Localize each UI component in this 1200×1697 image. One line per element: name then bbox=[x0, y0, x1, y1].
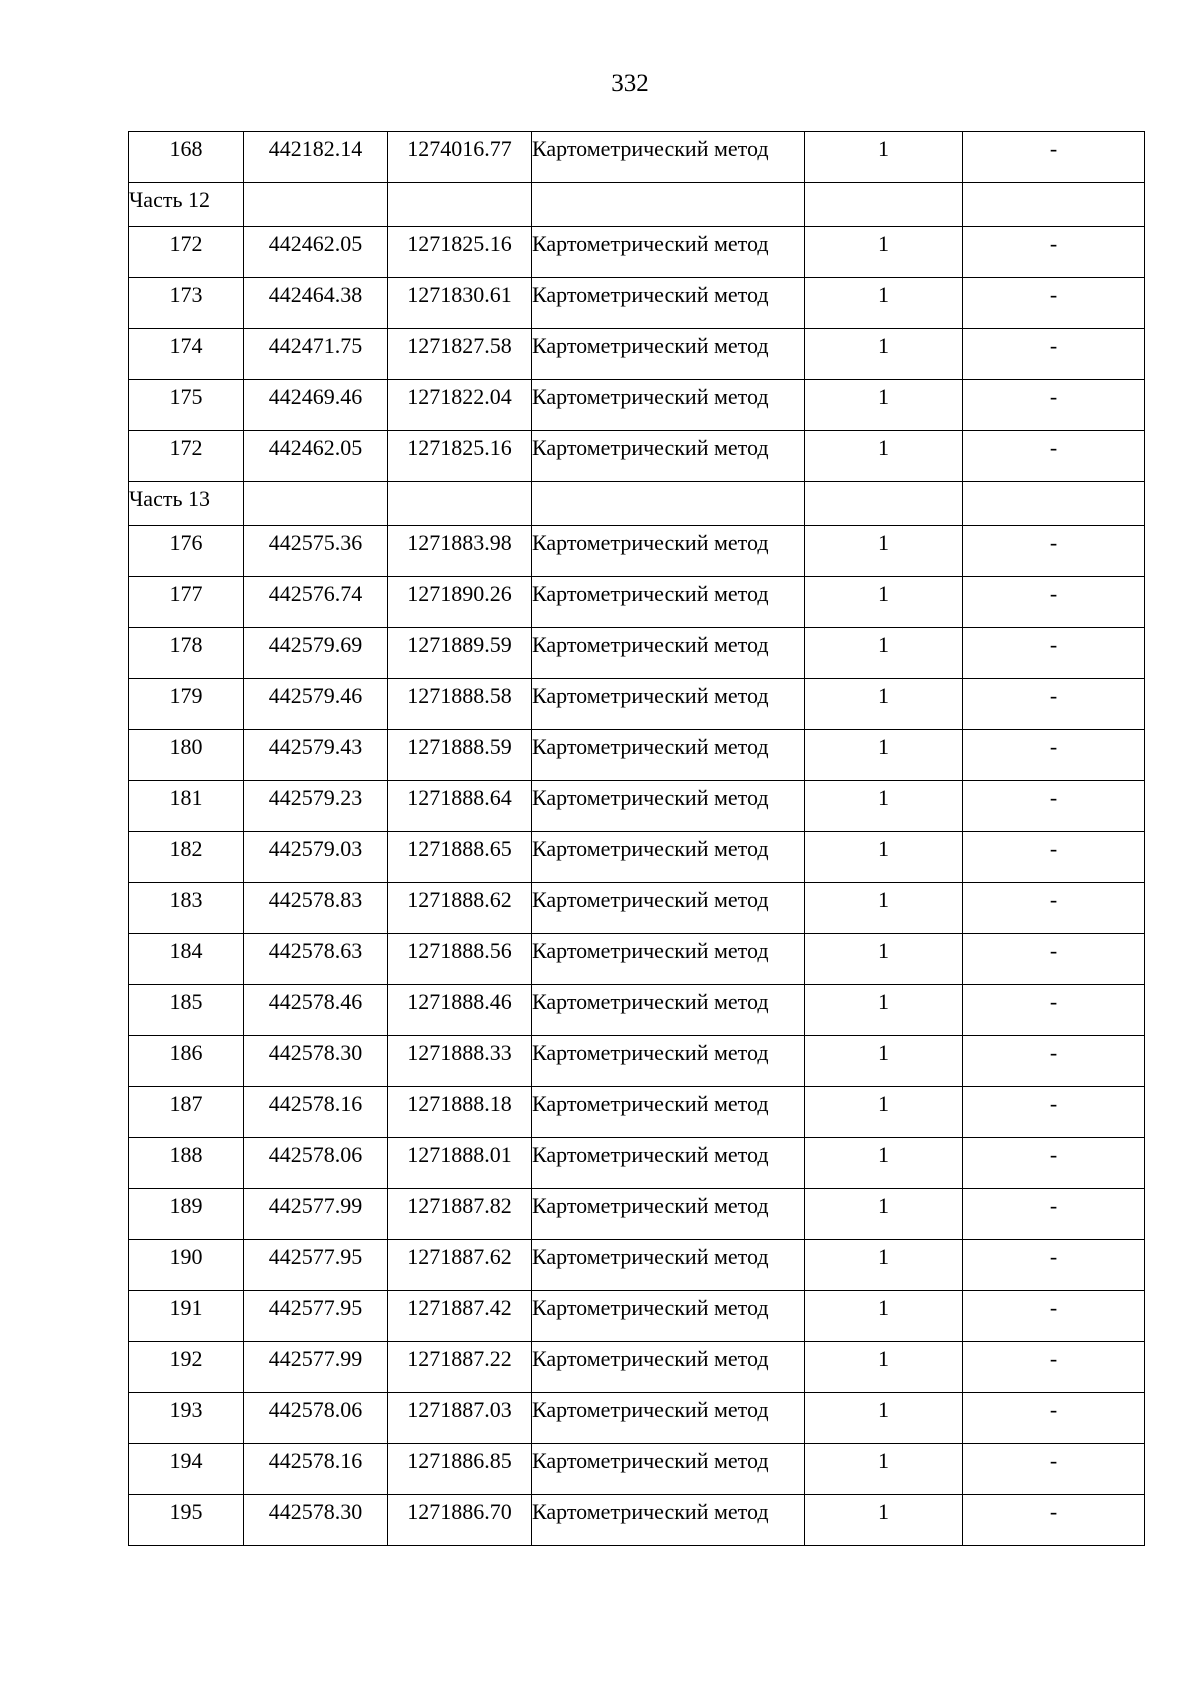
table-row bbox=[129, 1495, 1145, 1546]
coordinate-y: 1271888.65 bbox=[388, 832, 532, 883]
coordinate-y: 1271830.61 bbox=[388, 278, 532, 329]
accuracy-cell: 1 bbox=[805, 985, 963, 1036]
coordinate-x: 442578.06 bbox=[244, 1138, 388, 1189]
accuracy-cell: 1 bbox=[805, 132, 963, 183]
note-cell: - bbox=[963, 1240, 1145, 1291]
method-cell: Картометрический метод bbox=[532, 883, 805, 934]
note-cell: - bbox=[963, 1087, 1145, 1138]
point-number: 177 bbox=[129, 577, 244, 628]
accuracy-cell: 1 bbox=[805, 1495, 963, 1546]
accuracy-cell: 1 bbox=[805, 526, 963, 577]
empty-cell bbox=[532, 482, 805, 526]
table-row bbox=[129, 1036, 1145, 1087]
coordinate-y: 1271888.59 bbox=[388, 730, 532, 781]
coordinate-y: 1271888.01 bbox=[388, 1138, 532, 1189]
coordinate-x: 442578.30 bbox=[244, 1036, 388, 1087]
point-number: 168 bbox=[129, 132, 244, 183]
coordinate-x: 442462.05 bbox=[244, 431, 388, 482]
accuracy-cell: 1 bbox=[805, 1393, 963, 1444]
coordinate-x: 442578.16 bbox=[244, 1087, 388, 1138]
table-row bbox=[129, 934, 1145, 985]
method-cell: Картометрический метод bbox=[532, 227, 805, 278]
note-cell: - bbox=[963, 628, 1145, 679]
accuracy-cell: 1 bbox=[805, 832, 963, 883]
part-header-row bbox=[129, 482, 1145, 526]
method-cell: Картометрический метод bbox=[532, 1291, 805, 1342]
coordinate-y: 1274016.77 bbox=[388, 132, 532, 183]
method-cell: Картометрический метод bbox=[532, 1342, 805, 1393]
method-cell: Картометрический метод bbox=[532, 1444, 805, 1495]
table-row bbox=[129, 1291, 1145, 1342]
empty-cell bbox=[244, 482, 388, 526]
coordinate-y: 1271883.98 bbox=[388, 526, 532, 577]
method-cell: Картометрический метод bbox=[532, 985, 805, 1036]
table-row bbox=[129, 883, 1145, 934]
table-row bbox=[129, 577, 1145, 628]
coordinate-y: 1271822.04 bbox=[388, 380, 532, 431]
coordinate-x: 442579.43 bbox=[244, 730, 388, 781]
note-cell: - bbox=[963, 380, 1145, 431]
note-cell: - bbox=[963, 934, 1145, 985]
coordinate-y: 1271887.22 bbox=[388, 1342, 532, 1393]
method-cell: Картометрический метод bbox=[532, 577, 805, 628]
accuracy-cell: 1 bbox=[805, 1189, 963, 1240]
method-cell: Картометрический метод bbox=[532, 526, 805, 577]
accuracy-cell: 1 bbox=[805, 278, 963, 329]
point-number: 173 bbox=[129, 278, 244, 329]
table-row bbox=[129, 1240, 1145, 1291]
accuracy-cell: 1 bbox=[805, 883, 963, 934]
table-row bbox=[129, 1087, 1145, 1138]
point-number: 189 bbox=[129, 1189, 244, 1240]
table-row bbox=[129, 985, 1145, 1036]
coordinate-y: 1271888.62 bbox=[388, 883, 532, 934]
empty-cell bbox=[805, 482, 963, 526]
accuracy-cell: 1 bbox=[805, 1138, 963, 1189]
coordinate-y: 1271888.18 bbox=[388, 1087, 532, 1138]
method-cell: Картометрический метод bbox=[532, 1189, 805, 1240]
method-cell: Картометрический метод bbox=[532, 132, 805, 183]
note-cell: - bbox=[963, 1189, 1145, 1240]
coordinate-x: 442579.46 bbox=[244, 679, 388, 730]
note-cell: - bbox=[963, 431, 1145, 482]
point-number: 194 bbox=[129, 1444, 244, 1495]
point-number: 180 bbox=[129, 730, 244, 781]
accuracy-cell: 1 bbox=[805, 934, 963, 985]
empty-cell bbox=[532, 183, 805, 227]
accuracy-cell: 1 bbox=[805, 781, 963, 832]
coordinate-x: 442579.03 bbox=[244, 832, 388, 883]
coordinate-y: 1271888.64 bbox=[388, 781, 532, 832]
coordinate-x: 442579.23 bbox=[244, 781, 388, 832]
empty-cell bbox=[244, 183, 388, 227]
method-cell: Картометрический метод bbox=[532, 278, 805, 329]
coordinate-x: 442577.99 bbox=[244, 1189, 388, 1240]
method-cell: Картометрический метод bbox=[532, 730, 805, 781]
coordinate-x: 442471.75 bbox=[244, 329, 388, 380]
note-cell: - bbox=[963, 781, 1145, 832]
coordinate-y: 1271887.03 bbox=[388, 1393, 532, 1444]
note-cell: - bbox=[963, 985, 1145, 1036]
accuracy-cell: 1 bbox=[805, 730, 963, 781]
note-cell: - bbox=[963, 679, 1145, 730]
note-cell: - bbox=[963, 1138, 1145, 1189]
point-number: 188 bbox=[129, 1138, 244, 1189]
coordinate-x: 442578.63 bbox=[244, 934, 388, 985]
accuracy-cell: 1 bbox=[805, 329, 963, 380]
note-cell: - bbox=[963, 329, 1145, 380]
coordinate-x: 442578.16 bbox=[244, 1444, 388, 1495]
method-cell: Картометрический метод bbox=[532, 329, 805, 380]
method-cell: Картометрический метод bbox=[532, 431, 805, 482]
note-cell: - bbox=[963, 832, 1145, 883]
note-cell: - bbox=[963, 1036, 1145, 1087]
point-number: 191 bbox=[129, 1291, 244, 1342]
coordinate-y: 1271887.82 bbox=[388, 1189, 532, 1240]
note-cell: - bbox=[963, 1291, 1145, 1342]
coordinate-y: 1271890.26 bbox=[388, 577, 532, 628]
coordinate-y: 1271888.56 bbox=[388, 934, 532, 985]
coordinate-y: 1271888.46 bbox=[388, 985, 532, 1036]
point-number: 184 bbox=[129, 934, 244, 985]
point-number: 181 bbox=[129, 781, 244, 832]
note-cell: - bbox=[963, 883, 1145, 934]
table-row bbox=[129, 730, 1145, 781]
point-number: 185 bbox=[129, 985, 244, 1036]
empty-cell bbox=[963, 482, 1145, 526]
coordinate-y: 1271888.58 bbox=[388, 679, 532, 730]
table-row bbox=[129, 1393, 1145, 1444]
table-row bbox=[129, 329, 1145, 380]
method-cell: Картометрический метод bbox=[532, 1138, 805, 1189]
table-row bbox=[129, 628, 1145, 679]
coordinate-x: 442576.74 bbox=[244, 577, 388, 628]
table-row bbox=[129, 832, 1145, 883]
point-number: 179 bbox=[129, 679, 244, 730]
method-cell: Картометрический метод bbox=[532, 1240, 805, 1291]
method-cell: Картометрический метод bbox=[532, 628, 805, 679]
accuracy-cell: 1 bbox=[805, 679, 963, 730]
empty-cell bbox=[388, 183, 532, 227]
accuracy-cell: 1 bbox=[805, 1240, 963, 1291]
coordinate-y: 1271827.58 bbox=[388, 329, 532, 380]
table-row bbox=[129, 1342, 1145, 1393]
point-number: 190 bbox=[129, 1240, 244, 1291]
point-number: 183 bbox=[129, 883, 244, 934]
coordinate-y: 1271825.16 bbox=[388, 227, 532, 278]
coordinate-x: 442577.99 bbox=[244, 1342, 388, 1393]
point-number: 195 bbox=[129, 1495, 244, 1546]
note-cell: - bbox=[963, 1495, 1145, 1546]
coordinate-y: 1271887.42 bbox=[388, 1291, 532, 1342]
accuracy-cell: 1 bbox=[805, 1036, 963, 1087]
table-row bbox=[129, 278, 1145, 329]
point-number: 187 bbox=[129, 1087, 244, 1138]
table-row bbox=[129, 781, 1145, 832]
coordinate-x: 442577.95 bbox=[244, 1240, 388, 1291]
note-cell: - bbox=[963, 278, 1145, 329]
coordinate-x: 442578.30 bbox=[244, 1495, 388, 1546]
note-cell: - bbox=[963, 227, 1145, 278]
coordinate-x: 442578.46 bbox=[244, 985, 388, 1036]
point-number: 186 bbox=[129, 1036, 244, 1087]
method-cell: Картометрический метод bbox=[532, 1036, 805, 1087]
coordinate-y: 1271888.33 bbox=[388, 1036, 532, 1087]
method-cell: Картометрический метод bbox=[532, 832, 805, 883]
note-cell: - bbox=[963, 730, 1145, 781]
point-number: 193 bbox=[129, 1393, 244, 1444]
point-number: 175 bbox=[129, 380, 244, 431]
coordinate-y: 1271886.85 bbox=[388, 1444, 532, 1495]
table-row bbox=[129, 431, 1145, 482]
method-cell: Картометрический метод bbox=[532, 781, 805, 832]
coordinate-x: 442579.69 bbox=[244, 628, 388, 679]
accuracy-cell: 1 bbox=[805, 380, 963, 431]
table-row bbox=[129, 1138, 1145, 1189]
empty-cell bbox=[805, 183, 963, 227]
coordinate-x: 442469.46 bbox=[244, 380, 388, 431]
method-cell: Картометрический метод bbox=[532, 934, 805, 985]
point-number: 176 bbox=[129, 526, 244, 577]
coordinate-x: 442577.95 bbox=[244, 1291, 388, 1342]
note-cell: - bbox=[963, 1393, 1145, 1444]
point-number: 178 bbox=[129, 628, 244, 679]
page-number: 332 bbox=[611, 70, 649, 97]
coordinate-x: 442575.36 bbox=[244, 526, 388, 577]
method-cell: Картометрический метод bbox=[532, 1087, 805, 1138]
point-number: 174 bbox=[129, 329, 244, 380]
coordinate-x: 442578.83 bbox=[244, 883, 388, 934]
table-row bbox=[129, 132, 1145, 183]
method-cell: Картометрический метод bbox=[532, 679, 805, 730]
coordinate-y: 1271887.62 bbox=[388, 1240, 532, 1291]
accuracy-cell: 1 bbox=[805, 431, 963, 482]
method-cell: Картометрический метод bbox=[532, 1393, 805, 1444]
coordinate-y: 1271825.16 bbox=[388, 431, 532, 482]
accuracy-cell: 1 bbox=[805, 577, 963, 628]
empty-cell bbox=[388, 482, 532, 526]
note-cell: - bbox=[963, 1444, 1145, 1495]
accuracy-cell: 1 bbox=[805, 628, 963, 679]
note-cell: - bbox=[963, 1342, 1145, 1393]
note-cell: - bbox=[963, 577, 1145, 628]
accuracy-cell: 1 bbox=[805, 1087, 963, 1138]
point-number: 172 bbox=[129, 431, 244, 482]
coordinates-table-body bbox=[129, 132, 1145, 1546]
accuracy-cell: 1 bbox=[805, 1444, 963, 1495]
note-cell: - bbox=[963, 132, 1145, 183]
table-row bbox=[129, 1189, 1145, 1240]
coordinate-x: 442182.14 bbox=[244, 132, 388, 183]
table-row bbox=[129, 380, 1145, 431]
accuracy-cell: 1 bbox=[805, 1291, 963, 1342]
part-label: Часть 13 bbox=[129, 482, 244, 526]
note-cell: - bbox=[963, 526, 1145, 577]
coordinate-y: 1271886.70 bbox=[388, 1495, 532, 1546]
table-row bbox=[129, 227, 1145, 278]
method-cell: Картометрический метод bbox=[532, 380, 805, 431]
method-cell: Картометрический метод bbox=[532, 1495, 805, 1546]
part-header-row bbox=[129, 183, 1145, 227]
part-label: Часть 12 bbox=[129, 183, 244, 227]
coordinates-table bbox=[128, 131, 1145, 1546]
coordinate-y: 1271889.59 bbox=[388, 628, 532, 679]
accuracy-cell: 1 bbox=[805, 1342, 963, 1393]
table-row bbox=[129, 526, 1145, 577]
coordinate-x: 442462.05 bbox=[244, 227, 388, 278]
table-row bbox=[129, 1444, 1145, 1495]
point-number: 182 bbox=[129, 832, 244, 883]
point-number: 192 bbox=[129, 1342, 244, 1393]
empty-cell bbox=[963, 183, 1145, 227]
table-row bbox=[129, 679, 1145, 730]
coordinate-x: 442464.38 bbox=[244, 278, 388, 329]
coordinate-x: 442578.06 bbox=[244, 1393, 388, 1444]
point-number: 172 bbox=[129, 227, 244, 278]
accuracy-cell: 1 bbox=[805, 227, 963, 278]
